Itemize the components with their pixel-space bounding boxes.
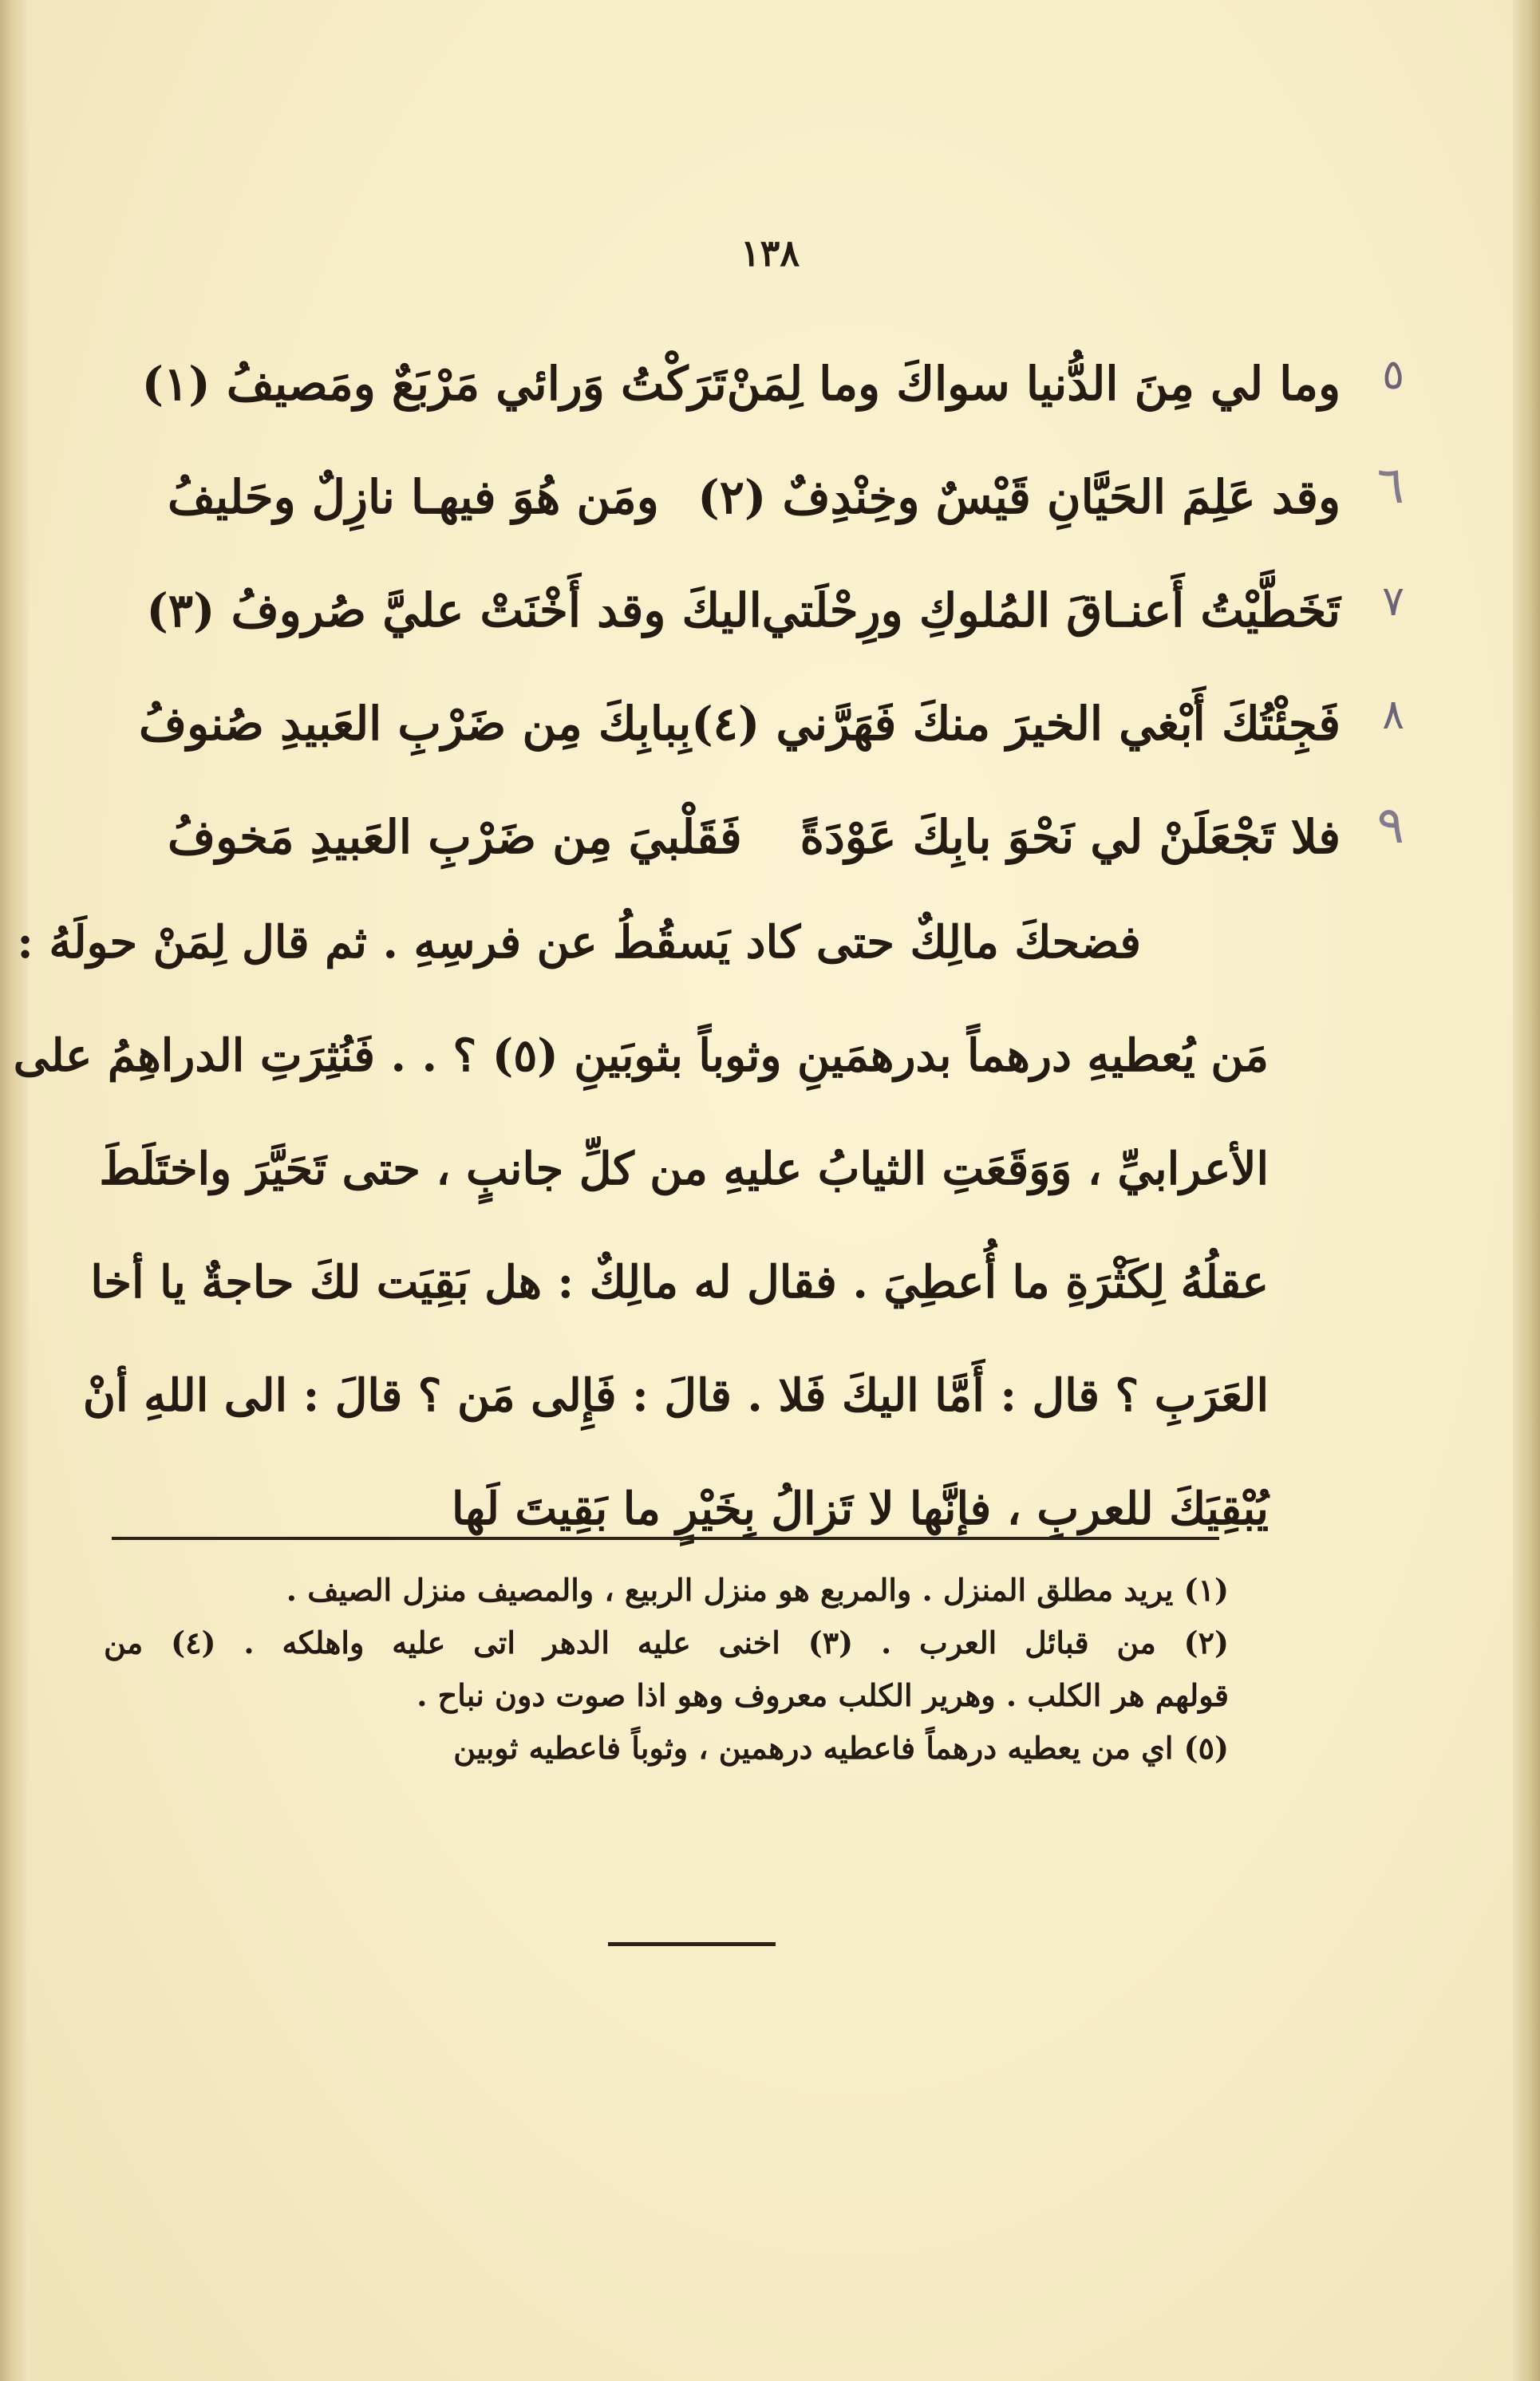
verse-second-hemistich: بِبابِكَ مِن ضَرْبِ العَبيدِ صُنوفُ [138, 697, 692, 751]
verse-second-hemistich: فَقَلْبيَ مِن ضَرْبِ العَبيدِ مَخوفُ [168, 810, 742, 864]
verse-second-hemistich: اليكَ وقد أَخْنَتْ عليَّ صُروفُ (٣) [146, 583, 762, 638]
prose-line: عقلُهُ لِكَثْرَةِ ما أُعطِيَ . فقال له مالِكٌ : هل بَقِيَت لكَ حاجةٌ يا أخا [90, 1256, 1269, 1309]
verse-first-hemistich: وما لي مِنَ الدُّنيا سواكَ وما لِمَنْ [726, 357, 1341, 411]
verse-second-hemistich: ومَن هُوَ فيهـا نازِلٌ وحَليفُ [168, 470, 659, 524]
verse-first-hemistich: فَجِئْتُكَ أَبْغي الخيرَ منكَ فَهَرَّني (٤) [691, 697, 1341, 751]
prose-line: فضحكَ مالِكٌ حتى كاد يَسقُطُ عن فرسِهِ . ثم قال لِمَنْ حولَهُ : [17, 916, 1141, 969]
binding-gutter [0, 0, 32, 2381]
verse-first-hemistich: تَخَطَّيْتُ أَعنـاقَ المُلوكِ ورِحْلَتي [761, 583, 1341, 638]
prose-paragraph [13, 886, 1269, 1566]
footnote-line: (٥) اي من يعطيه درهماً فاعطيه درهمين ، وثوباً فاعطيه ثوبين [453, 1730, 1229, 1766]
prose-line: الأعرابيِّ ، وَوَقَعَتِ الثيابُ عليهِ من كلِّ جانبٍ ، حتى تَحَيَّرَ واختَلَطَ [99, 1143, 1269, 1195]
footnotes [104, 1564, 1229, 1775]
verse-number: ٦ [1376, 456, 1404, 515]
poem-verses [138, 327, 1404, 894]
page-edge [1513, 0, 1540, 2381]
verse-line [168, 440, 1404, 554]
footnote-line: قولهم هر الكلب . وهرير الكلب معروف وهو اذا صوت دون نباح . [417, 1677, 1229, 1713]
verse-line [138, 667, 1404, 780]
verse-line [146, 554, 1404, 667]
prose-line: يُبْقِيَكَ للعربِ ، فإنَّها لا تَزالُ بِخَيْرٍ ما بَقِيتَ لَها [452, 1483, 1269, 1535]
verse-line [141, 327, 1404, 440]
verse-line [168, 780, 1404, 894]
verse-number: ٥ [1382, 351, 1404, 399]
prose-line: مَن يُعطيهِ درهماً بدرهمَينِ وثوباً بثوبَينِ (٥) ؟ . . فَنُثِرَتِ الدراهِمُ على [13, 1029, 1269, 1082]
footnote-line: (٢) من قبائل العرب . (٣) اخنى عليه الدهر اتى عليه واهلكه . (٤) من [104, 1625, 1230, 1660]
verse-number: ٧ [1382, 578, 1404, 626]
verse-first-hemistich: فلا تَجْعَلَنْ لي نَحْوَ بابِكَ عَوْدَةً [800, 810, 1341, 864]
verse-number: ٩ [1376, 796, 1404, 855]
footnote-divider [112, 1537, 1219, 1540]
verse-number: ٨ [1382, 691, 1404, 739]
verse-first-hemistich: وقد عَلِمَ الحَيَّانِ قَيْسٌ وخِنْدِفٌ (٢) [697, 470, 1341, 524]
page-number: ١٣٨ [740, 231, 800, 274]
prose-line: العَرَبِ ؟ قال : أَمَّا اليكَ فَلا . قالَ : فَإِلى مَن ؟ قالَ : الى اللهِ أنْ [82, 1369, 1269, 1422]
end-ornament-rule [608, 1942, 776, 1946]
verse-second-hemistich: تَرَكْتُ وَرائي مَرْبَعٌ ومَصيفُ (١) [141, 357, 727, 411]
footnote-line: (١) يريد مطلق المنزل . والمربع هو منزل الربيع ، والمصيف منزل الصيف . [286, 1572, 1229, 1608]
